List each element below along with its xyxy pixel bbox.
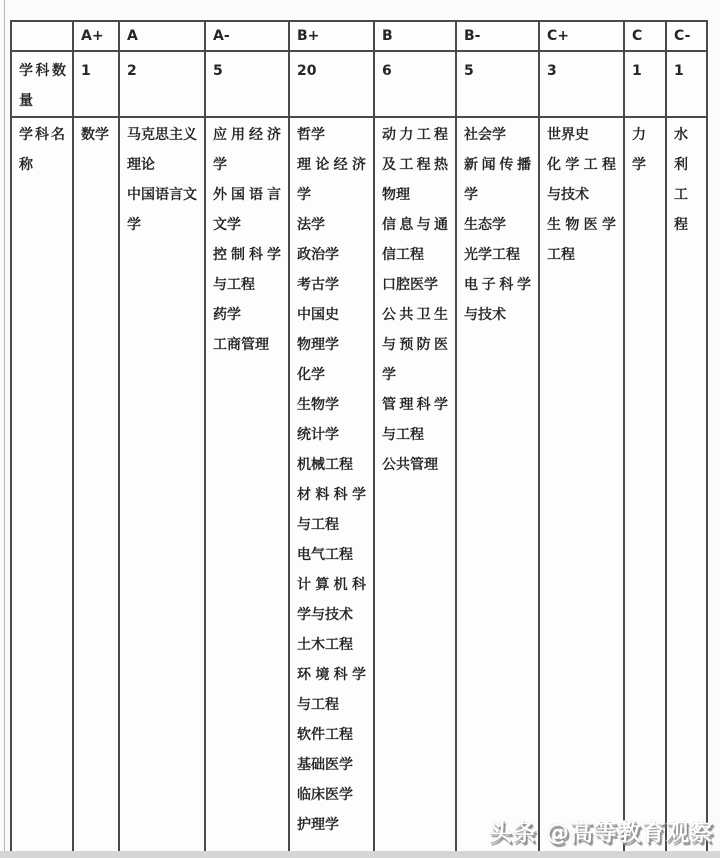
disciplines-cell <box>456 117 539 852</box>
discipline-item: 环境科学与工程 <box>297 667 366 713</box>
discipline-item: 水利工程 <box>674 127 688 233</box>
discipline-item: 化学工程与技术 <box>547 157 616 203</box>
grade-header: B- <box>456 21 539 51</box>
discipline-grade-table <box>10 20 708 853</box>
count-cell: 3 <box>539 51 624 117</box>
discipline-item: 统计学 <box>297 427 339 443</box>
discipline-item: 新闻传播学 <box>464 157 531 203</box>
count-cell: 1 <box>666 51 707 117</box>
grade-header: C- <box>666 21 707 51</box>
count-cell: 1 <box>624 51 666 117</box>
discipline-item: 法学 <box>297 217 325 233</box>
count-cell: 5 <box>205 51 289 117</box>
discipline-item: 公共卫生与预防医学 <box>382 307 448 383</box>
discipline-item: 世界史 <box>547 127 589 143</box>
discipline-item: 临床医学 <box>297 787 353 803</box>
disciplines-cell <box>73 117 119 852</box>
discipline-item: 药学 <box>213 307 241 323</box>
disciplines-cell <box>205 117 289 852</box>
discipline-item: 化学 <box>297 367 325 383</box>
discipline-item: 生物医学工程 <box>547 217 616 263</box>
discipline-item: 力学 <box>632 127 646 173</box>
names-row <box>11 117 707 852</box>
discipline-item: 外国语言文学 <box>213 187 281 233</box>
count-cell: 6 <box>374 51 456 117</box>
discipline-item: 应用经济学 <box>213 127 281 173</box>
counts-row <box>11 51 707 117</box>
discipline-item: 软件工程 <box>297 727 353 743</box>
count-cell: 20 <box>289 51 374 117</box>
row-header-names <box>11 117 73 852</box>
discipline-item: 光学工程 <box>464 247 520 263</box>
discipline-item: 机械工程 <box>297 457 353 473</box>
discipline-item: 土木工程 <box>297 637 353 653</box>
grade-header: A- <box>205 21 289 51</box>
discipline-item: 理论经济学 <box>297 157 366 203</box>
disciplines-cell <box>624 117 666 852</box>
discipline-item: 物理学 <box>297 337 339 353</box>
disciplines-cell <box>374 117 456 852</box>
corner-cell <box>11 21 73 51</box>
grade-header: A+ <box>73 21 119 51</box>
discipline-item: 政治学 <box>297 247 339 263</box>
discipline-item: 生物学 <box>297 397 339 413</box>
discipline-item: 数学 <box>81 127 109 143</box>
disciplines-cell <box>119 117 205 852</box>
discipline-item: 哲学 <box>297 127 325 143</box>
discipline-item: 考古学 <box>297 277 339 293</box>
disciplines-cell <box>289 117 374 852</box>
row-header-counts-label: 学科数量 <box>19 63 66 109</box>
count-cell: 5 <box>456 51 539 117</box>
discipline-item: 管理科学与工程 <box>382 397 448 443</box>
grade-header: C <box>624 21 666 51</box>
discipline-item: 护理学 <box>297 817 339 833</box>
grade-header: C+ <box>539 21 624 51</box>
page-edge-line <box>4 0 5 858</box>
grade-header-row <box>11 21 707 51</box>
discipline-item: 中国史 <box>297 307 339 323</box>
watermark-text: 头条 @高等教育观察 <box>488 820 714 846</box>
grade-header: A <box>119 21 205 51</box>
discipline-item: 计算机科学与技术 <box>297 577 366 623</box>
table-bottom-shadow <box>0 851 720 858</box>
discipline-item: 基础医学 <box>297 757 353 773</box>
discipline-item: 控制科学与工程 <box>213 247 281 293</box>
discipline-item: 马克思主义理论 <box>127 127 197 173</box>
discipline-item: 信息与通信工程 <box>382 217 448 263</box>
count-cell: 2 <box>119 51 205 117</box>
discipline-item: 生态学 <box>464 217 506 233</box>
discipline-item: 口腔医学 <box>382 277 438 293</box>
discipline-item: 公共管理 <box>382 457 438 473</box>
discipline-item: 电子科学与技术 <box>464 277 531 323</box>
disciplines-cell <box>666 117 707 852</box>
discipline-item: 社会学 <box>464 127 506 143</box>
discipline-item: 工商管理 <box>213 337 269 353</box>
grade-header: B <box>374 21 456 51</box>
discipline-item: 电气工程 <box>297 547 353 563</box>
count-cell: 1 <box>73 51 119 117</box>
grade-header: B+ <box>289 21 374 51</box>
disciplines-cell <box>539 117 624 852</box>
discipline-item: 中国语言文学 <box>127 187 197 233</box>
row-header-names-label: 学科名称 <box>19 127 65 173</box>
discipline-item: 动力工程及工程热物理 <box>382 127 448 203</box>
row-header-counts <box>11 51 73 117</box>
discipline-item: 材料科学与工程 <box>297 487 366 533</box>
